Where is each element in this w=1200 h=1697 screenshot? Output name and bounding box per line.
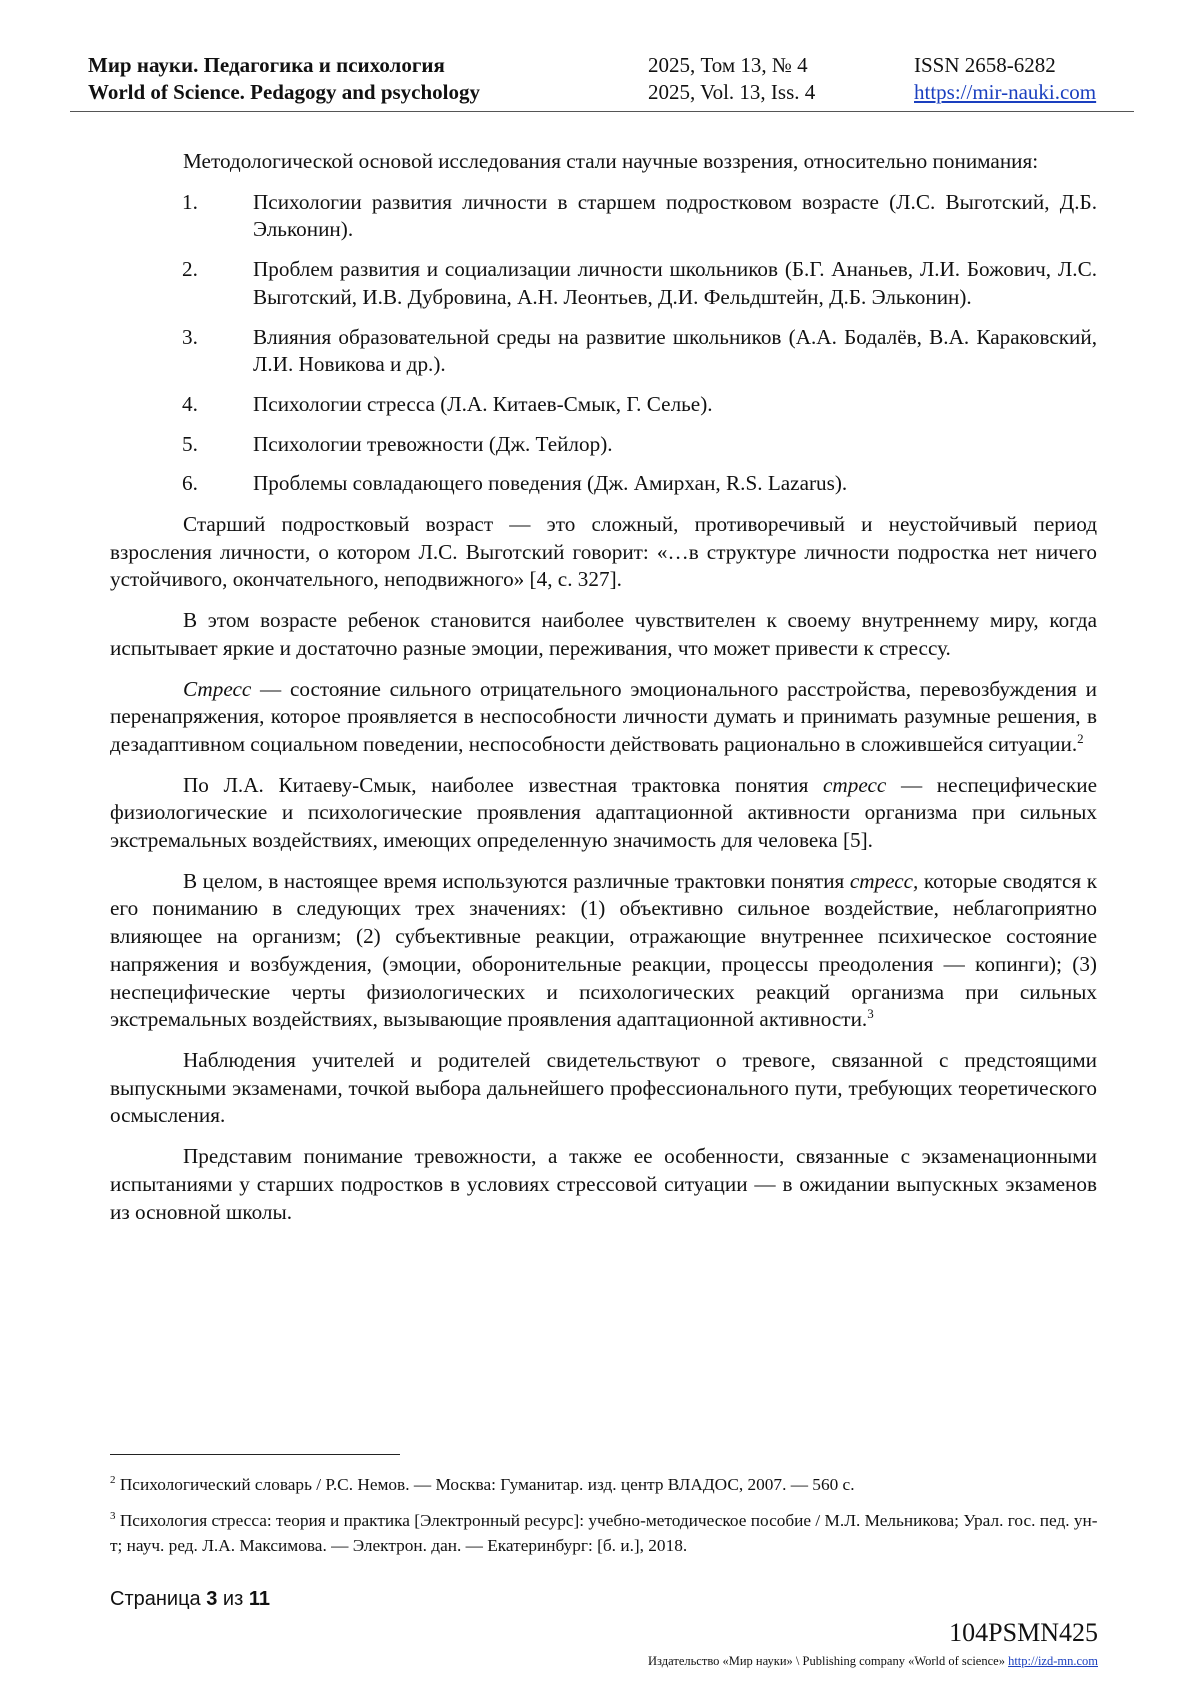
page-total: 11 <box>248 1588 270 1610</box>
list-item-text: Психологии развития личности в старшем подростковом возрасте (Л.С. Выготский, Д.Б. Эльконин). <box>253 189 1097 242</box>
list-item <box>110 391 1097 419</box>
footnote <box>110 1472 1100 1497</box>
list-item-number: 1. <box>182 189 198 214</box>
footnote-divider <box>110 1454 400 1455</box>
journal-title-en: World of Science. Pedagogy and psychology <box>88 80 481 104</box>
volume-ru: 2025, Том 13, № 4 <box>648 53 808 77</box>
list-item-text: Психологии стресса (Л.А. Китаев-Смык, Г. Селье). <box>253 391 713 416</box>
paragraph-interpretations <box>110 868 1097 1034</box>
list-item-text: Проблем развития и социализации личности школьников (Б.Г. Ананьев, Л.И. Божович, Л.С. Выготский, И.В. Дубровина, А.Н. Леонтьев, Д.И. Фельдштейн, Д.Б. Эльконин). <box>253 257 1097 309</box>
journal-website-link[interactable]: https://mir-nauki.com <box>914 80 1097 104</box>
footnote <box>110 1508 1100 1558</box>
article-code: 104PSMN425 <box>949 1618 1098 1647</box>
list-item-text: Влияния образовательной среды на развитие школьников (А.А. Бодалёв, В.А. Караковский, Л.И. Новикова и др.). <box>253 324 1097 377</box>
footnote-number: 3 <box>110 1510 116 1523</box>
text-segment: которые сводятся к его пониманию в следующих трех значениях: (1) объективно сильное воздействие, неблагоприятно влияющее на организм; (2) субъективные реакции, отражающие внутреннее психическое состояние напряжения и возбуждения, (эмоции, оборонительные реакции, процессы преодоления — копинги); (3) неспецифические черты физиологических и психологических реакций организма при сильных экстремальных воздействиях, вызывающие проявления адаптационной активности. <box>110 868 1097 1032</box>
header-divider <box>70 111 1134 112</box>
footnote-text: Психологический словарь / Р.С. Немов. — Москва: Гуманитар. изд. центр ВЛАДОС, 2007. — 560 с. <box>119 1475 855 1494</box>
footnote-ref: 2 <box>1077 730 1084 746</box>
list-item-text: Психологии тревожности (Дж. Тейлор). <box>253 431 613 456</box>
journal-title <box>88 52 480 106</box>
paragraph-kitaev-smyk <box>110 772 1097 855</box>
paragraph-adolescence: Старший подростковый возраст — это сложный, противоречивый и неустойчивый период взросления личности, о котором Л.С. Выготский говорит: «…в структуре личности подростка нет ничего устойчивого, окончательного, неподвижного» [4, с. 327]. <box>110 512 1097 592</box>
list-item-number: 4. <box>182 391 198 416</box>
footnote-number: 2 <box>110 1474 116 1487</box>
text-segment: — неспецифические физиологические и психологические проявления адаптационной активности организма при сильных экстремальных воздействиях, имеющих определенную значимость для человека [5]. <box>110 772 1097 853</box>
footnote-text: Психология стресса: теория и практика [Электронный ресурс]: учебно-методическое пособие / М.Л. Мельникова; Урал. гос. пед. ун-т; науч. ред. Л.А. Максимова. — Электрон. дан. — Екатеринбург: [б. и.], 2018. <box>110 1511 1098 1555</box>
paragraph-anxiety: Представим понимание тревожности, а также ее особенности, связанные с экзаменационными испытаниями у старших подростков в условиях стрессовой ситуации — в ожидании выпускных экзаменов из основной школы. <box>110 1144 1097 1224</box>
list-item-number: 6. <box>182 471 198 496</box>
publisher-name: Издательство «Мир науки» \ Publishing company «World of science» <box>648 1654 1005 1668</box>
term-stress: Стресс <box>183 676 252 701</box>
page-current: 3 <box>206 1588 218 1610</box>
volume-en: 2025, Vol. 13, Iss. 4 <box>648 80 816 104</box>
term-stress: стресс, <box>849 868 919 893</box>
list-item <box>110 189 1097 244</box>
list-item <box>110 324 1097 379</box>
paragraph-observations: Наблюдения учителей и родителей свидетельствуют о тревоге, связанной с предстоящими выпускными экзаменами, точкой выбора дальнейшего профессионального пути, требующих теоретического осмысления. <box>110 1047 1097 1128</box>
journal-title-ru: Мир науки. Педагогика и психология <box>88 53 445 77</box>
footnotes <box>110 1472 1100 1569</box>
list-item-number: 5. <box>182 431 198 456</box>
list-item <box>110 256 1097 311</box>
text-segment: В целом, в настоящее время используются различные трактовки понятия <box>183 868 850 893</box>
article-body <box>110 148 1097 1239</box>
page-number <box>110 1588 270 1611</box>
paragraph-methodology: Методологической основой исследования стали научные воззрения, относительно понимания: <box>183 149 1039 173</box>
footnote-ref: 3 <box>867 1006 874 1022</box>
list-item-number: 2. <box>182 257 198 282</box>
list-item-text: Проблемы совладающего поведения (Дж. Амирхан, R.S. Lazarus). <box>253 471 848 496</box>
page-label: Страница <box>110 1588 201 1610</box>
issn: ISSN 2658-6282 <box>914 53 1056 77</box>
list-item-number: 3. <box>182 324 198 349</box>
text-segment: По Л.А. Китаеву-Смык, наиболее известная трактовка понятия <box>183 772 824 797</box>
list-item <box>110 470 1097 498</box>
publisher-link[interactable]: http://izd-mn.com <box>1008 1654 1098 1668</box>
publisher-line <box>648 1654 1098 1668</box>
page-of: из <box>222 1588 244 1610</box>
numbered-list <box>110 189 1097 498</box>
paragraph-stress-definition <box>110 676 1097 759</box>
journal-ids <box>914 52 1096 106</box>
journal-volume <box>648 52 815 106</box>
stress-definition-text: — состояние сильного отрицательного эмоционального расстройства, перевозбуждения и перенапряжения, которое проявляется в неспособности личности думать и принимать разумные решения, в дезадаптивном социальном поведении, неспособности действовать рационально в сложившейся ситуации. <box>110 676 1097 756</box>
term-stress: стресс <box>823 772 887 797</box>
list-item <box>110 431 1097 459</box>
journal-header <box>88 52 1128 112</box>
paragraph-emotions: В этом возрасте ребенок становится наиболее чувствителен к своему внутреннему миру, когда испытывает яркие и достаточно разные эмоции, переживания, что может привести к стрессу. <box>110 608 1097 660</box>
